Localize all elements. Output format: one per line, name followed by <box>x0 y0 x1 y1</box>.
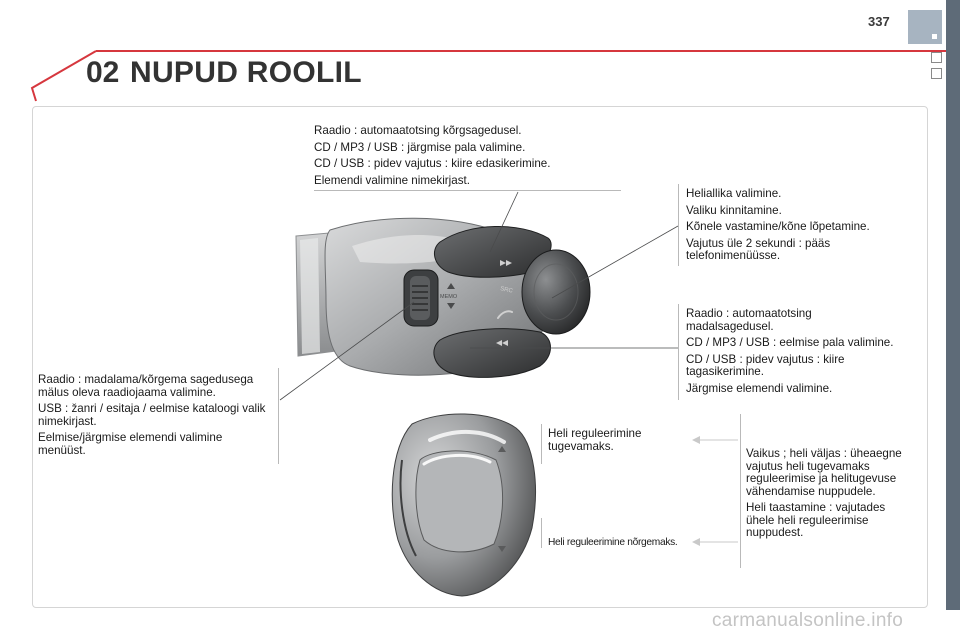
previous-track-button[interactable] <box>434 329 551 378</box>
annotation-line: Kõnele vastamine/kõne lõpetamine. <box>686 220 870 233</box>
annotation-line: Eelmise/järgmise elemendi valimine menüüst. <box>38 431 223 457</box>
annotation-line: CD / USB : pidev vajutus : kiire edasikerimine. <box>314 157 551 170</box>
annotation-line: Valiku kinnitamine. <box>686 203 782 217</box>
chapter-number: 02 <box>86 56 120 89</box>
annotation-line: Heli taastamine : vajutades ühele heli reguleerimise nuppudest. <box>746 501 886 539</box>
annotation-line: Heli reguleerimine nõrgemaks. <box>548 537 678 548</box>
chapter-title: NUPUD ROOLIL <box>130 56 362 89</box>
annotation-line: Raadio : automaatotsing madalsagedusel. <box>686 307 812 333</box>
src-label: SRC <box>499 286 514 295</box>
annotation-line: Raadio : madalama/kõrgema sagedusega mälus oleva raadiojaama valimine. <box>38 373 254 399</box>
memo-scroll-wheel[interactable] <box>404 270 438 326</box>
annotation-line: Elemendi valimine nimekirjast. <box>314 173 470 187</box>
watermark: carmanualsonline.info <box>712 610 904 631</box>
pointer-arrows <box>692 436 738 546</box>
annotation-line: Heli reguleerimine tugevamaks. <box>548 427 642 453</box>
volume-control <box>392 414 535 596</box>
annotation-line: Heliallika valimine. <box>686 187 782 200</box>
annotation-line: CD / MP3 / USB : järgmise pala valimine. <box>314 140 526 154</box>
source-knob[interactable] <box>522 250 590 334</box>
annotation-line: CD / MP3 / USB : eelmise pala valimine. <box>686 336 894 349</box>
annotation-line: Järgmise elemendi valimine. <box>686 381 833 395</box>
annotation-line: CD / USB : pidev vajutus : kiire tagasikerimine. <box>686 352 845 378</box>
page-number: 337 <box>868 14 890 29</box>
annotation-line: USB : žanri / esitaja / eelmise kataloogi valik nimekirjast. <box>38 402 266 428</box>
memo-label: MEMO <box>440 294 458 300</box>
annotation-line: Raadio : automaatotsing kõrgsagedusel. <box>314 124 522 137</box>
annotation-line: Vaikus ; heli väljas : üheaegne vajutus heli tugevamaks reguleerimise ja helitugevuse vähendamise nuppudele. <box>746 447 902 498</box>
annotation-line: Vajutus üle 2 sekundi : pääs telefonimenüüsse. <box>686 236 831 262</box>
